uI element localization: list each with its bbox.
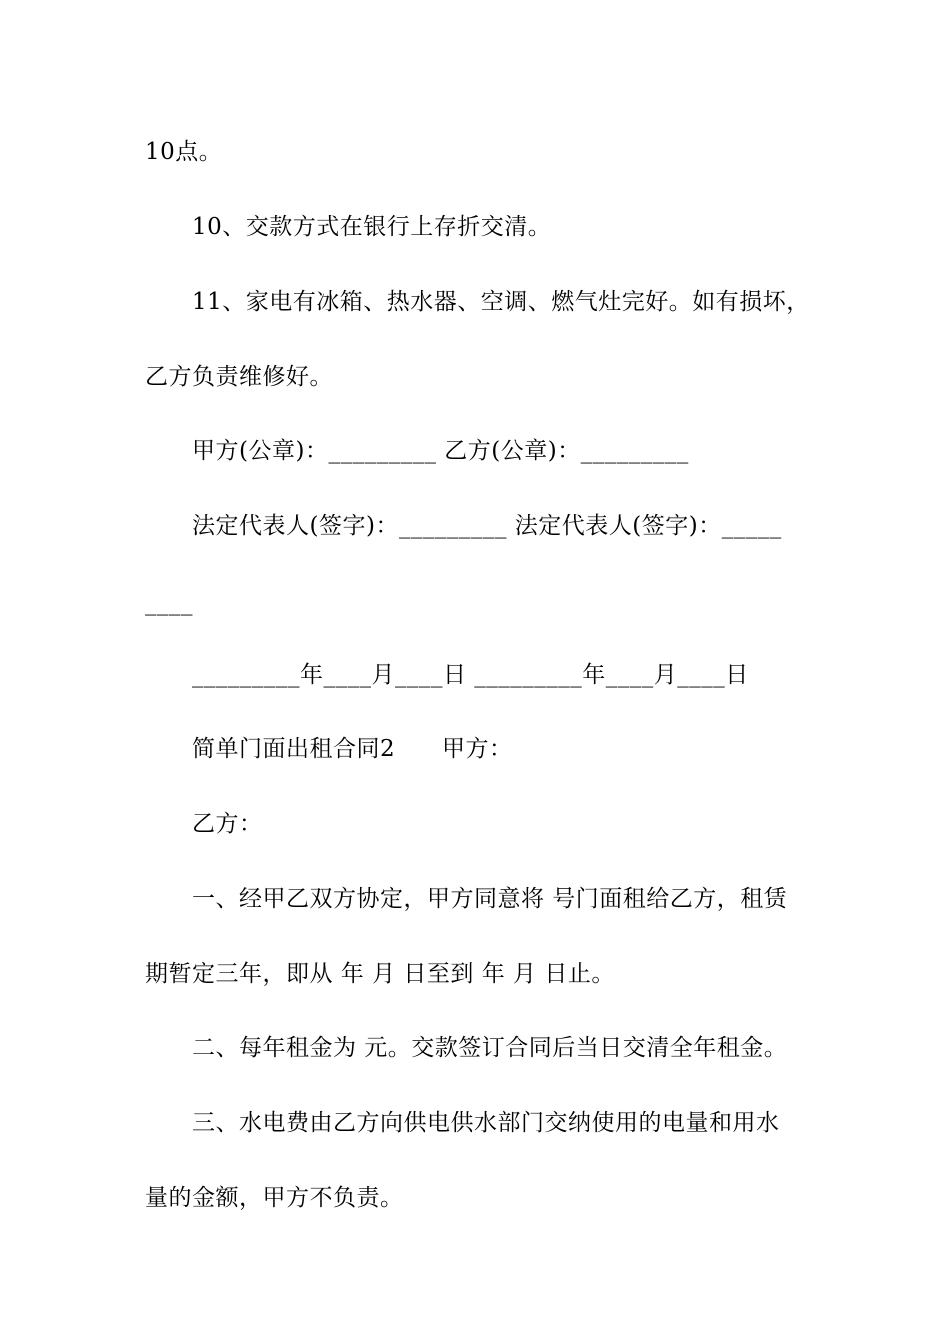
signature-line-representative: 法定代表人(签字)：_________ 法定代表人(签字)：_____ — [192, 513, 782, 539]
signature-line-continuation: ____ — [145, 590, 193, 616]
text-line: 期暂定三年，即从 年 月 日至到 年 月 日止。 — [145, 961, 615, 987]
text-line: 三、水电费由乙方向供电供水部门交纳使用的电量和用水 — [192, 1110, 780, 1136]
text-line: 一、经甲乙双方协定，甲方同意将 号门面租给乙方，租赁 — [192, 886, 788, 912]
text-line: 11、家电有冰箱、热水器、空调、燃气灶完好。如有损坏， — [192, 289, 810, 315]
text-line: 量的金额，甲方不负责。 — [145, 1185, 404, 1211]
text-line: 乙方负责维修好。 — [145, 364, 333, 390]
date-line: _________年____月____日 _________年____月____日 — [192, 662, 749, 688]
text-line: 二、每年租金为 元。交款签订合同后当日交清全年租金。 — [192, 1035, 788, 1061]
text-line: 10、交款方式在银行上存折交清。 — [192, 214, 552, 240]
contract-heading: 简单门面出租合同2 甲方： — [192, 736, 513, 762]
signature-line-seal: 甲方(公章)：_________ 乙方(公章)：_________ — [192, 438, 689, 464]
text-line: 乙方： — [192, 811, 263, 837]
text-line: 10点。 — [145, 139, 223, 165]
